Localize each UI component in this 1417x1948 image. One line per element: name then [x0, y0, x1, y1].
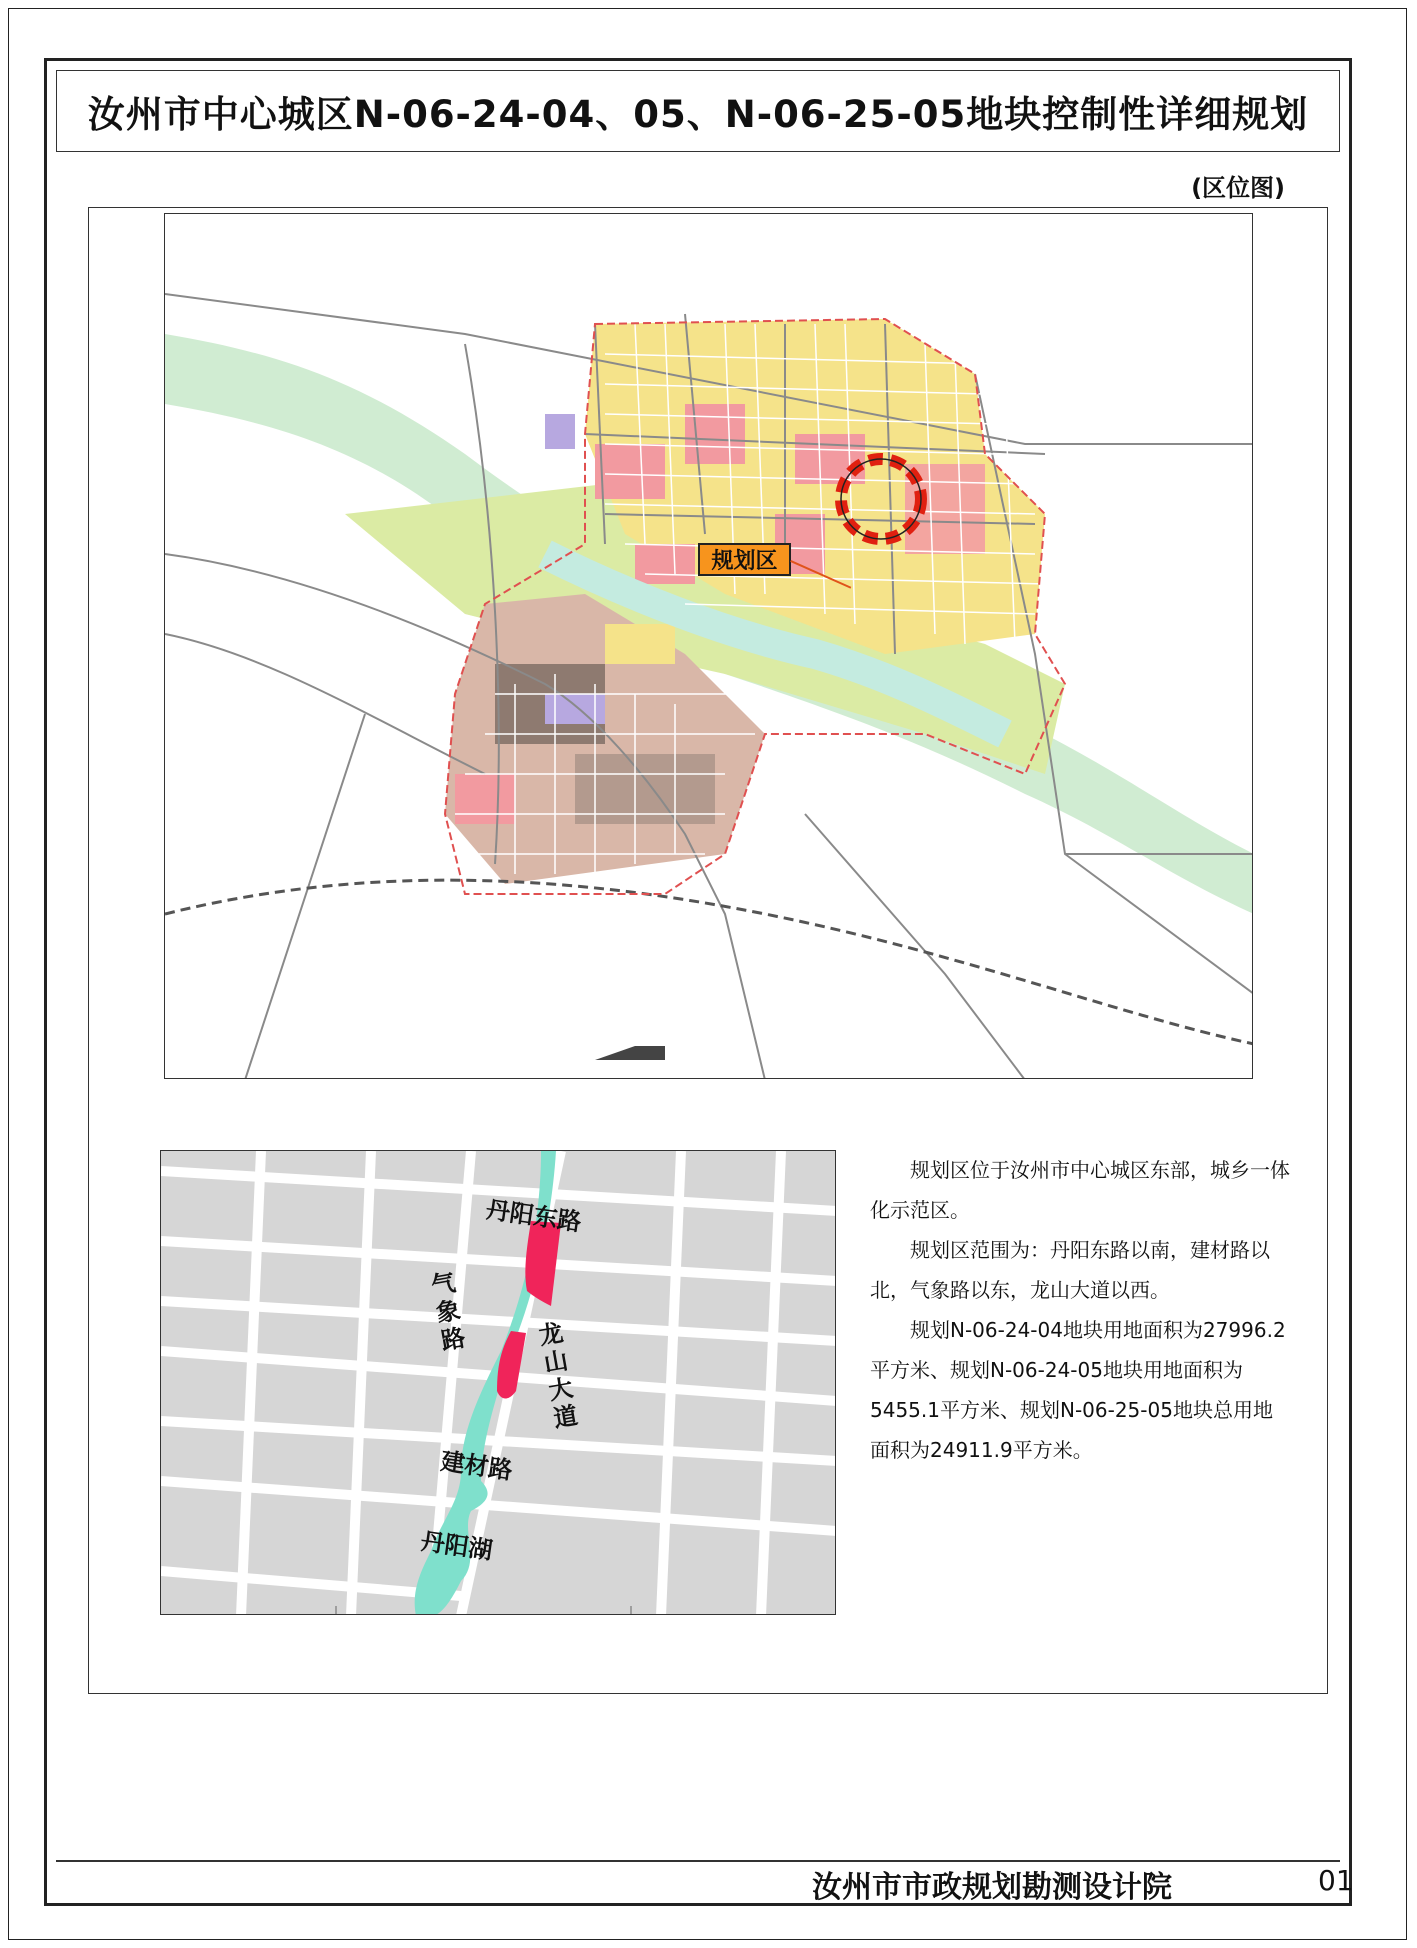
- footer-page-number: 01: [1318, 1864, 1354, 1897]
- public-facility-patch: [545, 694, 605, 724]
- planning-area-callout: 规划区: [698, 543, 791, 576]
- commercial-patch: [595, 444, 665, 499]
- road-label-danyang-east: 丹阳东路: [484, 1195, 584, 1237]
- lake-label-danyang: 丹阳湖: [419, 1527, 495, 1565]
- road-label-longshan: 龙山大道: [532, 1319, 580, 1435]
- grid-ticks: [336, 1606, 631, 1615]
- road-label-qixiang: 气象路: [424, 1269, 468, 1357]
- residential-patch: [605, 624, 675, 664]
- description-paragraph: 规划N-06-24-04地块用地面积为27996.2平方米、规划N-06-24-05地块用地面积为5455.1平方米、规划N-06-25-05地块总用地面积为24911.9平方米。: [870, 1318, 1286, 1462]
- footer-organization: 汝州市市政规划勘测设计院: [812, 1870, 1172, 1905]
- station-marker: [595, 1046, 665, 1060]
- title-bar: [56, 70, 1340, 152]
- overview-map-graphic: [165, 214, 1253, 1079]
- overview-map: [164, 213, 1253, 1079]
- description-paragraph: 规划区范围为：丹阳东路以南，建材路以北，气象路以东，龙山大道以西。: [870, 1238, 1270, 1302]
- map-subtitle: (区位图): [1191, 174, 1285, 202]
- public-facility-patch: [545, 414, 575, 449]
- commercial-patch: [455, 774, 515, 824]
- railway: [165, 880, 1253, 1044]
- road-label-jiancai: 建材路: [439, 1447, 515, 1485]
- commercial-patch: [795, 434, 865, 484]
- commercial-patch: [635, 544, 695, 584]
- page-title: 汝州市中心城区N-06-24-04、05、N-06-25-05地块控制性详细规划: [87, 93, 1309, 136]
- detail-map: [160, 1150, 836, 1615]
- description-paragraph: 规划区位于汝州市中心城区东部，城乡一体化示范区。: [870, 1158, 1290, 1222]
- plot-south: [497, 1331, 526, 1399]
- description-block: [870, 1150, 1290, 1470]
